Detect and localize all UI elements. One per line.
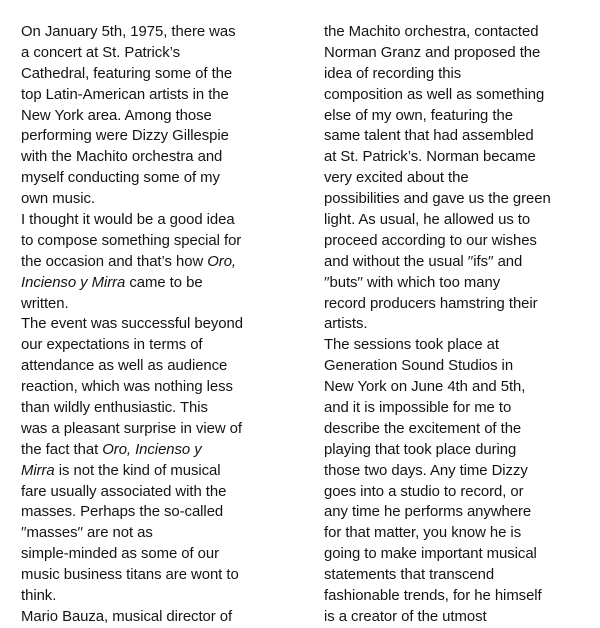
body-text: New York area. Among those	[21, 107, 212, 124]
text-line	[21, 168, 306, 189]
text-column-right	[324, 22, 600, 628]
text-line	[21, 314, 306, 335]
body-text: On January 5th, 1975, there was	[21, 24, 236, 40]
text-line	[324, 502, 600, 523]
body-text: the Machito orchestra, contacted	[324, 24, 539, 40]
body-text: Mario Bauza, musical director of	[21, 608, 233, 625]
body-text: our expectations in terms of	[21, 337, 203, 354]
italic-title-text: Oro,	[207, 253, 237, 270]
text-line	[21, 461, 306, 482]
text-column-left	[21, 22, 306, 628]
body-text: fare usually associated with the	[21, 483, 227, 500]
text-line	[21, 252, 306, 273]
text-line	[324, 586, 600, 607]
text-line	[21, 377, 306, 398]
text-line	[21, 22, 306, 43]
text-line	[21, 482, 306, 503]
text-line	[21, 565, 306, 586]
body-text: top Latin-American artists in the	[21, 86, 229, 103]
text-line	[21, 544, 306, 565]
text-line	[324, 126, 600, 147]
text-line	[324, 106, 600, 127]
text-line	[21, 294, 306, 315]
body-text: for that matter, you know he is	[324, 525, 522, 542]
body-text: any time he performs anywhere	[324, 504, 532, 521]
text-line	[324, 294, 600, 315]
body-text: very excited about the	[324, 170, 469, 187]
text-line	[324, 85, 600, 106]
italic-title-text: Oro, Incienso y	[102, 441, 202, 458]
body-text: I thought it would be a good idea	[21, 212, 235, 229]
body-text: goes into a studio to record, or	[324, 483, 524, 500]
text-line	[21, 356, 306, 377]
body-text: the occasion and that’s how	[21, 253, 208, 270]
body-text: simple-minded as some of our	[21, 546, 220, 563]
text-line	[21, 147, 306, 168]
text-line	[324, 231, 600, 252]
body-text: performing were Dizzy Gillespie	[21, 128, 229, 145]
italic-title-text: Mirra	[21, 462, 55, 479]
body-text: and without the usual ′′ifs′′ and	[324, 253, 523, 270]
body-text: idea of recording this	[324, 65, 462, 82]
body-text: proceed according to our wishes	[324, 232, 537, 249]
italic-title-text: Incienso y Mirra	[21, 274, 126, 291]
text-line	[21, 398, 306, 419]
body-text: record producers hamstring their	[324, 295, 538, 312]
text-line	[324, 335, 600, 356]
body-text: New York on June 4th and 5th,	[324, 379, 526, 396]
body-text: going to make important musical	[324, 546, 537, 563]
body-text: than wildly enthusiastic. This	[21, 400, 208, 417]
text-line	[21, 502, 306, 523]
body-text: myself conducting some of my	[21, 170, 220, 187]
text-line	[21, 273, 306, 294]
text-line	[21, 64, 306, 85]
body-text: ′′buts′′ with which too many	[324, 274, 501, 291]
text-line	[324, 482, 600, 503]
body-text: is not the kind of musical	[54, 462, 221, 479]
body-text: possibilities and gave us the green	[324, 191, 551, 208]
body-text: describe the excitement of the	[324, 420, 522, 437]
body-text: The sessions took place at	[324, 337, 500, 354]
text-line	[324, 544, 600, 565]
text-line	[324, 189, 600, 210]
text-line	[21, 586, 306, 607]
body-text: a concert at St. Patrick’s	[21, 44, 180, 61]
body-text: to compose something special for	[21, 232, 242, 249]
body-text: with the Machito orchestra and	[21, 149, 223, 166]
body-text: The event was successful beyond	[21, 316, 243, 333]
text-line	[21, 126, 306, 147]
body-text: written.	[21, 295, 69, 312]
text-line	[324, 168, 600, 189]
body-text: composition as well as something	[324, 86, 545, 103]
body-text: own music.	[21, 191, 95, 208]
text-line	[21, 43, 306, 64]
body-text: Generation Sound Studios in	[324, 358, 514, 375]
body-text: the fact that	[21, 441, 103, 458]
text-line	[324, 43, 600, 64]
body-text: reaction, which was nothing less	[21, 379, 233, 396]
text-line	[324, 210, 600, 231]
text-line	[324, 314, 600, 335]
text-line	[21, 440, 306, 461]
text-line	[324, 377, 600, 398]
body-text: else of my own, featuring the	[324, 107, 513, 124]
text-line	[21, 189, 306, 210]
text-line	[21, 523, 306, 544]
text-line	[21, 210, 306, 231]
body-text: attendance as well as audience	[21, 358, 228, 375]
text-line	[324, 147, 600, 168]
text-line	[21, 231, 306, 252]
text-line	[324, 273, 600, 294]
body-text: Cathedral, featuring some of the	[21, 65, 233, 82]
text-line	[324, 356, 600, 377]
body-text: artists.	[324, 316, 368, 333]
text-line	[21, 106, 306, 127]
body-text: fashionable trends, for he himself	[324, 588, 542, 605]
body-text: at St. Patrick’s. Norman became	[324, 149, 536, 166]
text-line	[21, 607, 306, 628]
text-line	[324, 523, 600, 544]
body-text: same talent that had assembled	[324, 128, 534, 145]
body-text: statements that transcend	[324, 567, 495, 584]
text-line	[21, 85, 306, 106]
text-line	[324, 64, 600, 85]
text-line	[21, 419, 306, 440]
text-line	[324, 565, 600, 586]
body-text: think.	[21, 588, 57, 605]
text-line	[324, 398, 600, 419]
body-text: light. As usual, he allowed us to	[324, 212, 531, 229]
body-text: was a pleasant surprise in view of	[21, 420, 242, 437]
body-text: masses. Perhaps the so-called	[21, 504, 224, 521]
body-text: ′′masses′′ are not as	[21, 525, 153, 542]
body-text: Norman Granz and proposed the	[324, 44, 541, 61]
text-line	[324, 607, 600, 628]
body-text: playing that took place during	[324, 441, 517, 458]
text-line	[324, 440, 600, 461]
body-text: is a creator of the utmost	[324, 608, 487, 625]
text-line	[21, 335, 306, 356]
body-text: those two days. Any time Dizzy	[324, 462, 528, 479]
body-text: music business titans are wont to	[21, 567, 239, 584]
text-line	[324, 22, 600, 43]
body-text: and it is impossible for me to	[324, 400, 512, 417]
text-line	[324, 419, 600, 440]
text-line	[324, 252, 600, 273]
body-text: came to be	[125, 274, 203, 291]
text-line	[324, 461, 600, 482]
